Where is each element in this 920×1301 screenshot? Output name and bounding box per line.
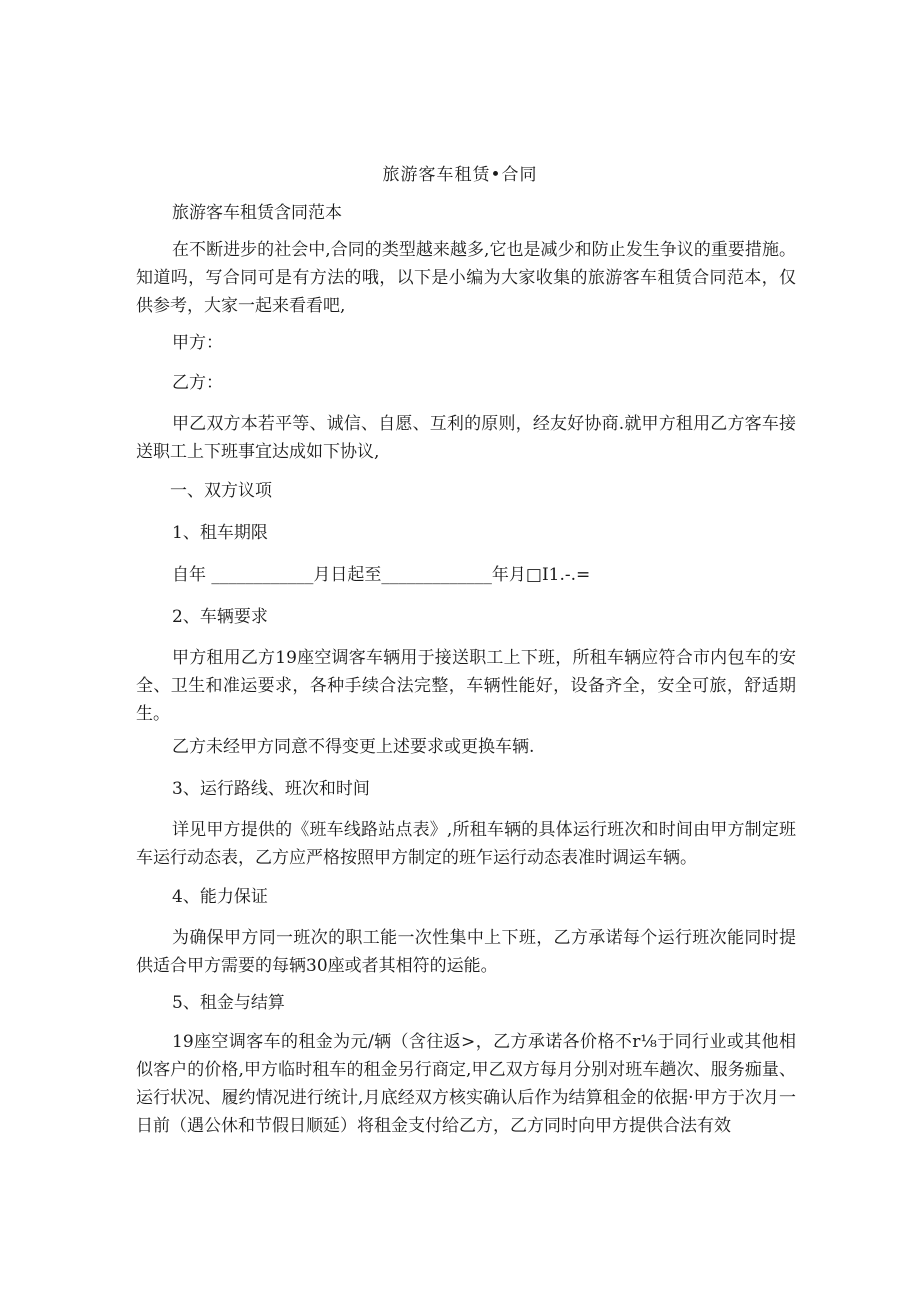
item-2-paragraph: 甲方租用乙方19座空调客车辆用于接送职工上下班，所租车辆应符合市内包车的安全、卫生和准运要求，各种手续合法完整，车辆性能好，设备齐全，安全可旅，舒适期生。 [136, 648, 796, 724]
item-2-heading: 2、车辆要求 [172, 607, 268, 627]
document-title: 旅游客车租赁•合同 [382, 165, 538, 185]
document-subtitle: 旅游客车租赁含同范本 [172, 203, 342, 223]
item-5-paragraph: 19座空调客车的租金为元/辆（含往返>，乙方承诺各价格不r⅛于同行业或其他相似客户的价格,甲方临时租车的租金另行商定,甲乙双方每月分别对班车趟次、服务痂量、运行状况、履约情况进行统计,月底经双方核实确认后作为结算租金的依据·甲方于次月一日前（遇公休和节假日顺延）将租金支付给乙方，乙方同时向甲方提供合法有效 [136, 1032, 796, 1136]
section-1-heading: 一、双方议项 [170, 481, 272, 501]
intro-paragraph: 在不断进步的社会中,合同的类型越来越多,它也是减少和防止发生争议的重要措施。知道吗，写合同可是有方法的哦，以下是小编为大家收集的旅游客车租赁合同范本，仅供参考，大家一起来看看吧, [136, 240, 796, 316]
item-4-heading: 4、能力保证 [172, 887, 268, 907]
item-2-note: 乙方未经甲方同意不得变更上述要求或更换车辆. [172, 737, 535, 757]
party-b-label: 乙方： [172, 373, 223, 393]
item-4-paragraph: 为确保甲方同一班次的职工能一次性集中上下班，乙方承诺每个运行班次能同时提供适合甲方需要的每辆30座或者其相符的运能。 [136, 928, 796, 976]
party-a-label: 甲方： [172, 333, 223, 353]
item-1-text: 自年 ____________月日起至_____________年月□I1.-.= [172, 565, 591, 585]
item-1-heading: 1、租车期限 [172, 523, 268, 543]
item-3-paragraph: 详见甲方提供的《班车线路站点表》,所租车辆的具体运行班次和时间由甲方制定班车运行动态表，乙方应严格按照甲方制定的班乍运行动态表准时调运车辆。 [136, 820, 796, 868]
item-3-heading: 3、运行路线、班次和时间 [172, 779, 370, 799]
item-5-heading: 5、租金与结算 [172, 993, 285, 1013]
principle-paragraph: 甲乙双方本若平等、诚信、自愿、互利的原则，经友好协商.就甲方租用乙方客车接送职工上下班事宜达成如下协议, [136, 414, 796, 462]
